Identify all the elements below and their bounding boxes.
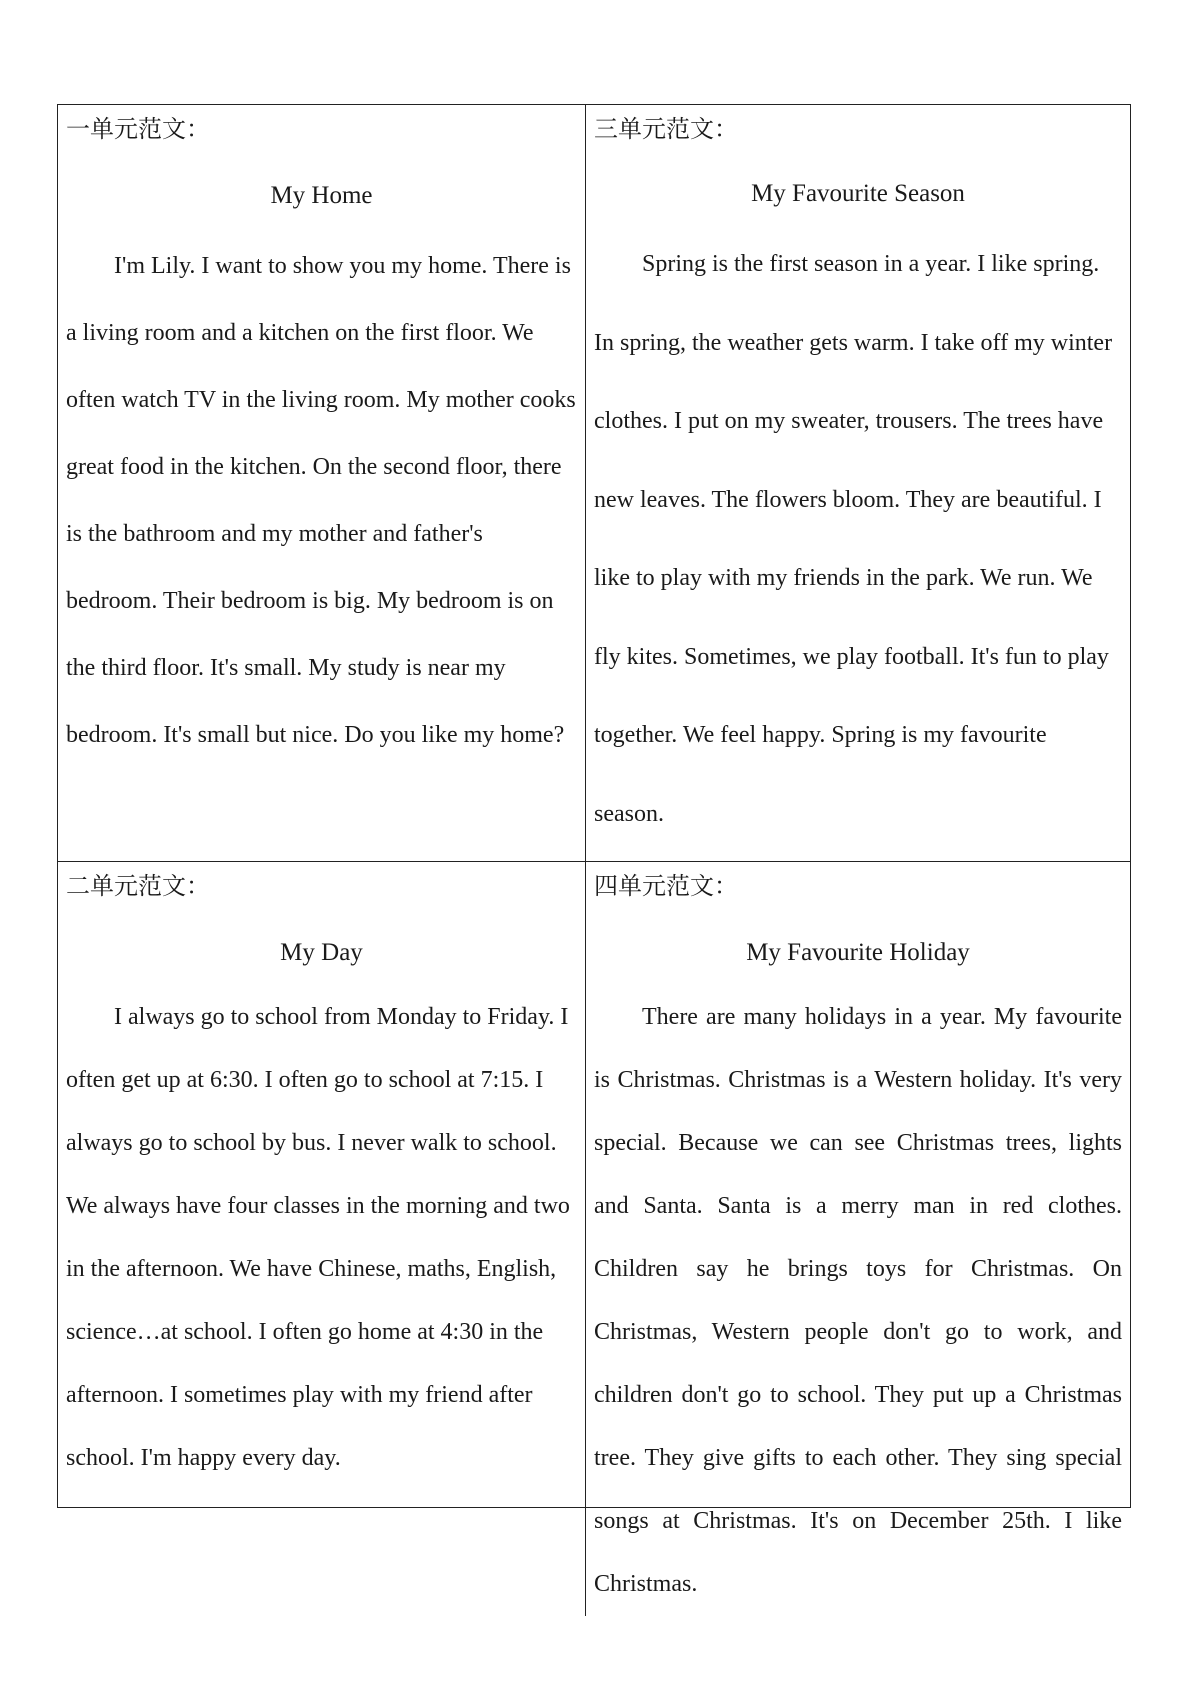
unit-label: 一单元范文： — [66, 117, 210, 143]
essay-body: Spring is the first season in a year. I like spring. In spring, the weather gets warm. I take off my winter clothes. I put on my sweater, trousers. The trees have new leaves. The flowers bloom. They are beautiful. I like to play with my friends in the park. We run. We fly kites. Sometimes, we play football. It's fun to play together. We feel happy. Spring is my favourite season. — [594, 251, 1113, 827]
essay-body: There are many holidays in a year. My favourite is Christmas. Christmas is a Western holiday. It's very special. Because we can see Christmas trees, lights and Santa. Santa is a merry man in red clothes. Children say he brings toys for Christmas. On Christmas, Western people don't go to work, and children don't go to school. They put up a Christmas tree. They give gifts to each other. They sing special songs at Christmas. It's on December 25th. I like Christmas. — [594, 1004, 1122, 1597]
cell-unit-3 — [586, 105, 1130, 862]
essay-body: I'm Lily. I want to show you my home. There is a living room and a kitchen on the first floor. We often watch TV in the living room. My mother cooks great food in the kitchen. On the second floor, there is the bathroom and my mother and father's bedroom. Their bedroom is big. My bedroom is on the third floor. It's small. My study is near my bedroom. It's small but nice. Do you like my home? — [66, 253, 576, 748]
cell-unit-4 — [586, 862, 1130, 1616]
unit-label: 二单元范文： — [66, 874, 210, 900]
essay-body: I always go to school from Monday to Friday. I often get up at 6:30. I often go to school at 7:15. I always go to school by bus. I never walk to school. We always have four classes in the morning and two in the afternoon. We have Chinese, maths, English, science…at school. I often go home at 4:30 in the afternoon. I sometimes play with my friend after school. I'm happy every day. — [66, 1004, 570, 1471]
essay-title: My Favourite Season — [751, 180, 965, 207]
essay-title: My Day — [280, 939, 363, 966]
unit-label: 四单元范文： — [594, 874, 738, 900]
cell-unit-1 — [58, 105, 586, 862]
essay-title: My Home — [270, 182, 373, 209]
unit-label: 三单元范文： — [594, 117, 738, 143]
essay-table — [57, 104, 1131, 1597]
cell-unit-2 — [58, 862, 586, 1616]
essay-title: My Favourite Holiday — [746, 939, 970, 966]
